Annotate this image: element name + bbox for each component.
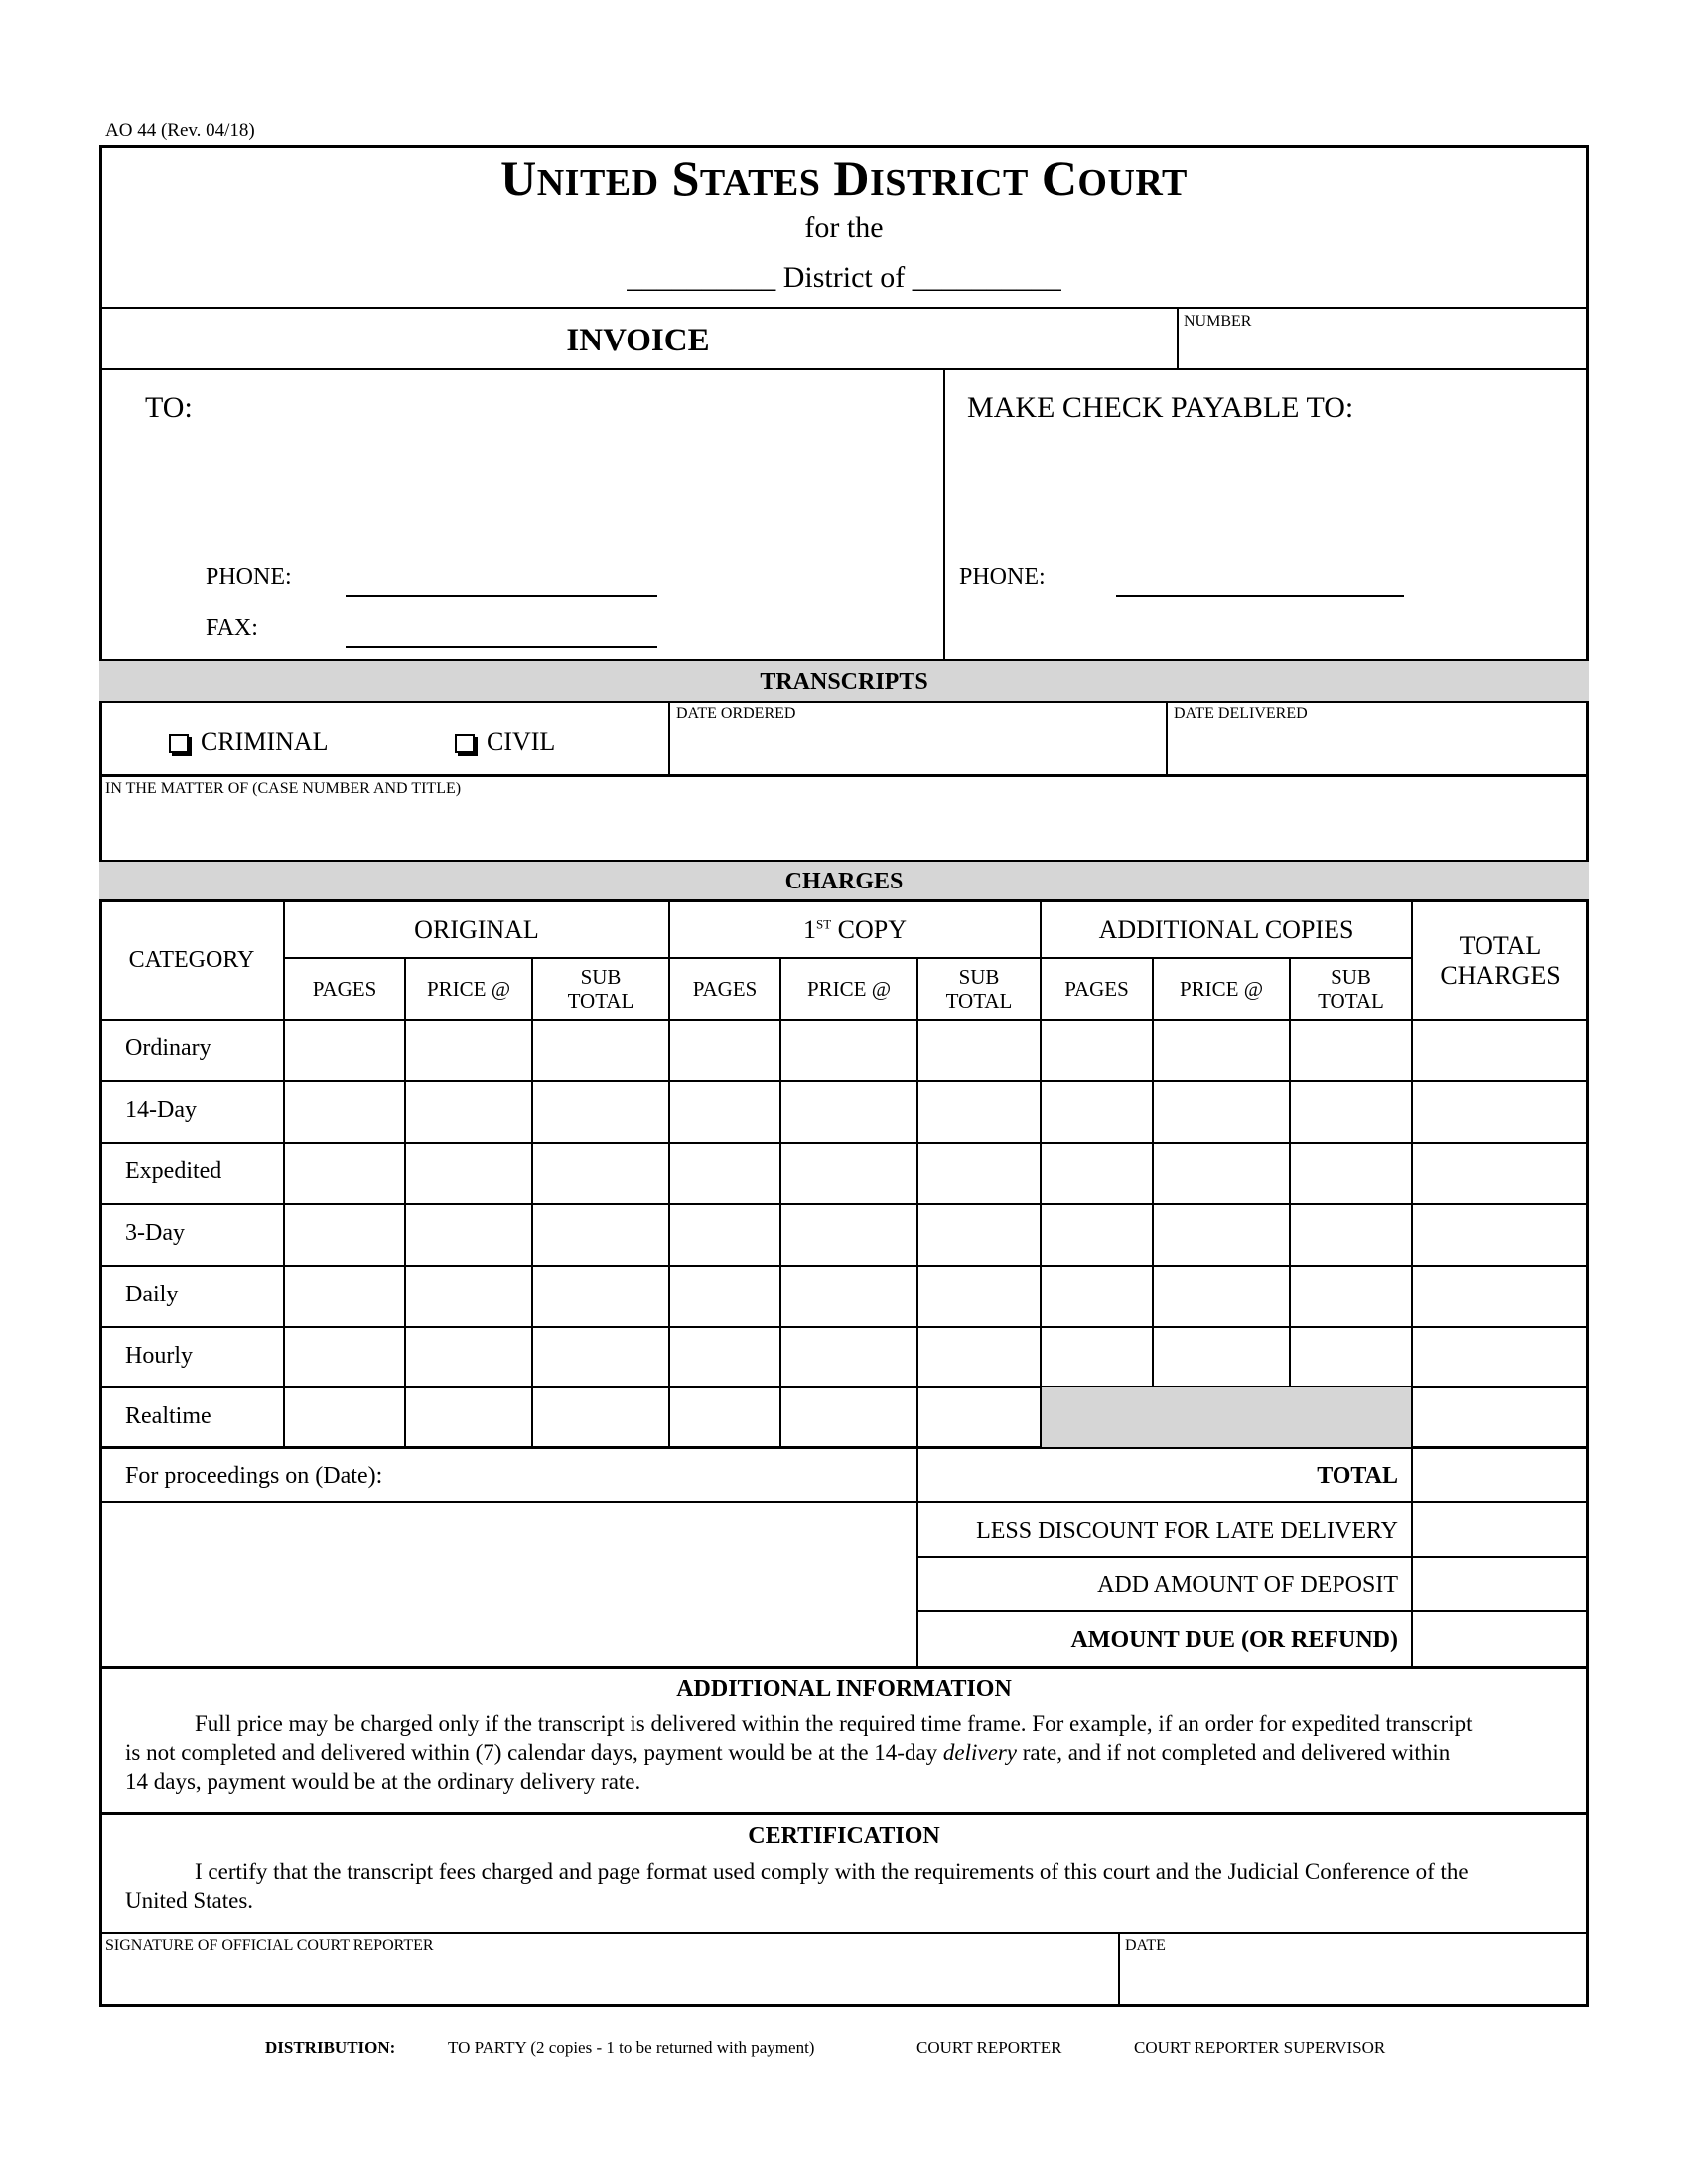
charge-cell-input[interactable] bbox=[407, 1083, 530, 1141]
charge-cell-input[interactable] bbox=[534, 1145, 667, 1202]
charge-cell-input[interactable] bbox=[286, 1389, 403, 1445]
subheader-sub: SUB TOTAL bbox=[1318, 964, 1384, 1013]
totals-line bbox=[916, 1610, 1589, 1612]
additional-info-text-3: 14 days, payment would be at the ordinary delivery rate. bbox=[125, 1769, 641, 1794]
for-the-text: for the bbox=[804, 211, 884, 244]
to-label: TO: bbox=[145, 391, 193, 424]
row-label: 3-Day bbox=[125, 1220, 185, 1246]
matter-field[interactable] bbox=[103, 800, 1585, 858]
certification-text-2: United States. bbox=[125, 1888, 254, 1913]
court-title: UNITED STATES DISTRICT COURT bbox=[500, 150, 1188, 205]
charge-cell-input[interactable] bbox=[1292, 1145, 1410, 1202]
additional-info-text-2: is not completed and delivered within (7) calendar days, payment would be at the 14-day delivery rate, and if not completed and delivered within bbox=[125, 1740, 1451, 1765]
distribution-party: TO PARTY (2 copies - 1 to be returned with payment) bbox=[448, 2038, 815, 2057]
payable-address-field[interactable] bbox=[967, 437, 1563, 546]
invoice-title: INVOICE bbox=[566, 323, 710, 358]
signature-field[interactable] bbox=[103, 1956, 1116, 2003]
charge-cell-input[interactable] bbox=[782, 1329, 915, 1385]
signature-date-field[interactable] bbox=[1122, 1956, 1585, 2003]
distribution-supervisor: COURT REPORTER SUPERVISOR bbox=[1134, 2038, 1386, 2057]
charge-cell-input[interactable] bbox=[671, 1083, 778, 1141]
charge-cell-input[interactable] bbox=[782, 1268, 915, 1325]
total-field[interactable] bbox=[1414, 1451, 1587, 1501]
charge-cell-input[interactable] bbox=[1155, 1268, 1288, 1325]
matter-label: IN THE MATTER OF (CASE NUMBER AND TITLE) bbox=[105, 780, 462, 797]
criminal-option[interactable]: CRIMINAL bbox=[169, 727, 329, 756]
additional-info-text: Full price may be charged only if the transcript is delivered within the required time frame. For example, if an order for expedited transcript bbox=[195, 1711, 1473, 1736]
charge-cell-input[interactable] bbox=[671, 1268, 778, 1325]
charge-cell-input[interactable] bbox=[407, 1268, 530, 1325]
amount-due-field[interactable] bbox=[1414, 1615, 1587, 1665]
to-phone-field[interactable] bbox=[346, 595, 657, 597]
charge-cell-input[interactable] bbox=[782, 1389, 915, 1445]
charge-cell-input[interactable] bbox=[1155, 1083, 1288, 1141]
charge-cell-input[interactable] bbox=[286, 1145, 403, 1202]
charge-cell-input[interactable] bbox=[1043, 1022, 1151, 1079]
number-label: NUMBER bbox=[1184, 313, 1252, 330]
charge-cell-input[interactable] bbox=[782, 1206, 915, 1264]
total-charges-header: TOTAL CHARGES bbox=[1440, 931, 1561, 990]
proceedings-date-field[interactable] bbox=[467, 1451, 914, 1499]
table-row-line bbox=[99, 1019, 1589, 1021]
row-label: Realtime bbox=[125, 1403, 211, 1429]
charge-cell-input[interactable] bbox=[1155, 1022, 1288, 1079]
charge-cell-input[interactable] bbox=[1414, 1389, 1587, 1445]
charge-cell-input[interactable] bbox=[407, 1389, 530, 1445]
to-address-field[interactable] bbox=[145, 437, 929, 546]
signature-label: SIGNATURE OF OFFICIAL COURT REPORTER bbox=[105, 1937, 434, 1954]
charge-cell-input[interactable] bbox=[1043, 1206, 1151, 1264]
payable-phone-field[interactable] bbox=[1116, 595, 1404, 597]
total-label: TOTAL bbox=[1317, 1463, 1398, 1489]
charge-cell-input[interactable] bbox=[407, 1329, 530, 1385]
charge-cell-input[interactable] bbox=[1043, 1145, 1151, 1202]
charge-cell-input[interactable] bbox=[534, 1268, 667, 1325]
charge-cell-input[interactable] bbox=[286, 1022, 403, 1079]
charge-cell-input[interactable] bbox=[534, 1329, 667, 1385]
charge-cell-input[interactable] bbox=[671, 1389, 778, 1445]
charge-cell-input[interactable] bbox=[1155, 1329, 1288, 1385]
payable-phone-label: PHONE: bbox=[959, 564, 1046, 590]
to-fax-field[interactable] bbox=[346, 646, 657, 648]
proceedings-label: For proceedings on (Date): bbox=[125, 1463, 383, 1489]
subheader-pages: PAGES bbox=[692, 976, 758, 1001]
amount-due-label: AMOUNT DUE (OR REFUND) bbox=[1070, 1627, 1398, 1653]
add-deposit-field[interactable] bbox=[1414, 1561, 1587, 1610]
charge-cell-input[interactable] bbox=[919, 1083, 1039, 1141]
payable-label: MAKE CHECK PAYABLE TO: bbox=[967, 391, 1354, 424]
date-delivered-field[interactable] bbox=[1169, 725, 1586, 774]
charge-cell-input[interactable] bbox=[1043, 1083, 1151, 1141]
criminal-checkbox[interactable] bbox=[169, 734, 189, 753]
certification-text: I certify that the transcript fees charged and page format used comply with the requirements of this court and the Judicial Conference of the bbox=[195, 1859, 1469, 1884]
charge-cell-input[interactable] bbox=[534, 1389, 667, 1445]
charge-cell-input[interactable] bbox=[782, 1083, 915, 1141]
date-ordered-label: DATE ORDERED bbox=[676, 705, 796, 722]
transcripts-band: TRANSCRIPTS bbox=[760, 669, 928, 695]
subheader-pages: PAGES bbox=[1064, 976, 1129, 1001]
charge-cell-input[interactable] bbox=[286, 1083, 403, 1141]
subheader-price: PRICE @ bbox=[426, 976, 511, 1001]
charge-cell-input[interactable] bbox=[1292, 1268, 1410, 1325]
row-label: 14-Day bbox=[125, 1097, 197, 1123]
date-delivered-label: DATE DELIVERED bbox=[1174, 705, 1308, 722]
charge-cell-input[interactable] bbox=[407, 1145, 530, 1202]
charge-cell-input[interactable] bbox=[286, 1206, 403, 1264]
subheader-pages: PAGES bbox=[312, 976, 377, 1001]
charge-cell-input[interactable] bbox=[671, 1329, 778, 1385]
row-label: Ordinary bbox=[125, 1035, 211, 1061]
totals-line bbox=[916, 1556, 1589, 1558]
add-deposit-label: ADD AMOUNT OF DEPOSIT bbox=[1097, 1572, 1398, 1598]
charge-cell-input[interactable] bbox=[1414, 1022, 1587, 1079]
additional-copies-header: ADDITIONAL COPIES bbox=[1098, 915, 1354, 945]
charge-cell-input[interactable] bbox=[1043, 1329, 1151, 1385]
first-copy-header: 1ST COPY bbox=[802, 915, 908, 945]
row-label: Expedited bbox=[125, 1159, 222, 1184]
form-id: AO 44 (Rev. 04/18) bbox=[105, 120, 255, 141]
subheader-sub: SUB TOTAL bbox=[567, 964, 634, 1013]
charge-cell-input[interactable] bbox=[1414, 1145, 1587, 1202]
charge-cell-input[interactable] bbox=[919, 1268, 1039, 1325]
charge-cell-input[interactable] bbox=[534, 1206, 667, 1264]
charge-cell-input[interactable] bbox=[919, 1329, 1039, 1385]
table-row-line bbox=[99, 1265, 1589, 1267]
invoice-number-field[interactable] bbox=[1180, 332, 1587, 367]
certification-heading: CERTIFICATION bbox=[748, 1823, 940, 1848]
charge-cell-input[interactable] bbox=[407, 1206, 530, 1264]
subheader-price: PRICE @ bbox=[806, 976, 892, 1001]
category-header: CATEGORY bbox=[128, 947, 255, 974]
charge-cell-input[interactable] bbox=[782, 1145, 915, 1202]
table-row-line bbox=[99, 1142, 1589, 1144]
charge-cell-input[interactable] bbox=[1414, 1083, 1587, 1141]
charge-cell-input[interactable] bbox=[1043, 1268, 1151, 1325]
civil-checkbox[interactable] bbox=[455, 734, 475, 753]
charge-cell-input[interactable] bbox=[782, 1022, 915, 1079]
district-line[interactable]: __________ District of __________ bbox=[627, 261, 1061, 294]
charge-cell-input[interactable] bbox=[919, 1145, 1039, 1202]
charge-cell-input[interactable] bbox=[671, 1145, 778, 1202]
distribution-label: DISTRIBUTION: bbox=[265, 2038, 396, 2057]
charge-cell-input[interactable] bbox=[1292, 1329, 1410, 1385]
charge-cell-input[interactable] bbox=[919, 1022, 1039, 1079]
charge-cell-input[interactable] bbox=[534, 1083, 667, 1141]
charge-cell-input[interactable] bbox=[1292, 1206, 1410, 1264]
signature-date-label: DATE bbox=[1125, 1937, 1166, 1954]
totals-line bbox=[99, 1501, 1589, 1503]
table-row-line bbox=[99, 1326, 1589, 1328]
civil-option[interactable]: CIVIL bbox=[455, 727, 555, 756]
charge-cell-input[interactable] bbox=[1155, 1145, 1288, 1202]
table-row-line bbox=[99, 1203, 1589, 1205]
charge-cell-input[interactable] bbox=[1155, 1206, 1288, 1264]
distribution-reporter: COURT REPORTER bbox=[916, 2038, 1062, 2057]
row-label: Hourly bbox=[125, 1343, 193, 1369]
charge-cell-input[interactable] bbox=[671, 1206, 778, 1264]
charges-band: CHARGES bbox=[784, 869, 904, 894]
row-label: Daily bbox=[125, 1282, 179, 1307]
charge-cell-input[interactable] bbox=[1292, 1083, 1410, 1141]
additional-info-heading: ADDITIONAL INFORMATION bbox=[676, 1676, 1012, 1702]
less-discount-label: LESS DISCOUNT FOR LATE DELIVERY bbox=[976, 1518, 1398, 1544]
charge-cell-input[interactable] bbox=[1414, 1206, 1587, 1264]
less-discount-field[interactable] bbox=[1414, 1506, 1587, 1556]
charge-cell-input[interactable] bbox=[534, 1022, 667, 1079]
original-header: ORIGINAL bbox=[414, 915, 539, 945]
charge-cell-input[interactable] bbox=[286, 1268, 403, 1325]
realtime-na-block bbox=[1042, 1387, 1411, 1447]
charge-cell-input[interactable] bbox=[286, 1329, 403, 1385]
subheader-price: PRICE @ bbox=[1179, 976, 1264, 1001]
subheader-sub: SUB TOTAL bbox=[945, 964, 1013, 1013]
charge-cell-input[interactable] bbox=[407, 1022, 530, 1079]
table-row-line bbox=[99, 1080, 1589, 1082]
charge-cell-input[interactable] bbox=[1414, 1268, 1587, 1325]
charge-cell-input[interactable] bbox=[1292, 1022, 1410, 1079]
charge-cell-input[interactable] bbox=[1414, 1329, 1587, 1385]
charge-cell-input[interactable] bbox=[919, 1389, 1039, 1445]
to-phone-label: PHONE: bbox=[206, 564, 292, 590]
charge-cell-input[interactable] bbox=[919, 1206, 1039, 1264]
date-ordered-field[interactable] bbox=[671, 725, 1164, 774]
to-fax-label: FAX: bbox=[206, 615, 258, 641]
charge-cell-input[interactable] bbox=[671, 1022, 778, 1079]
